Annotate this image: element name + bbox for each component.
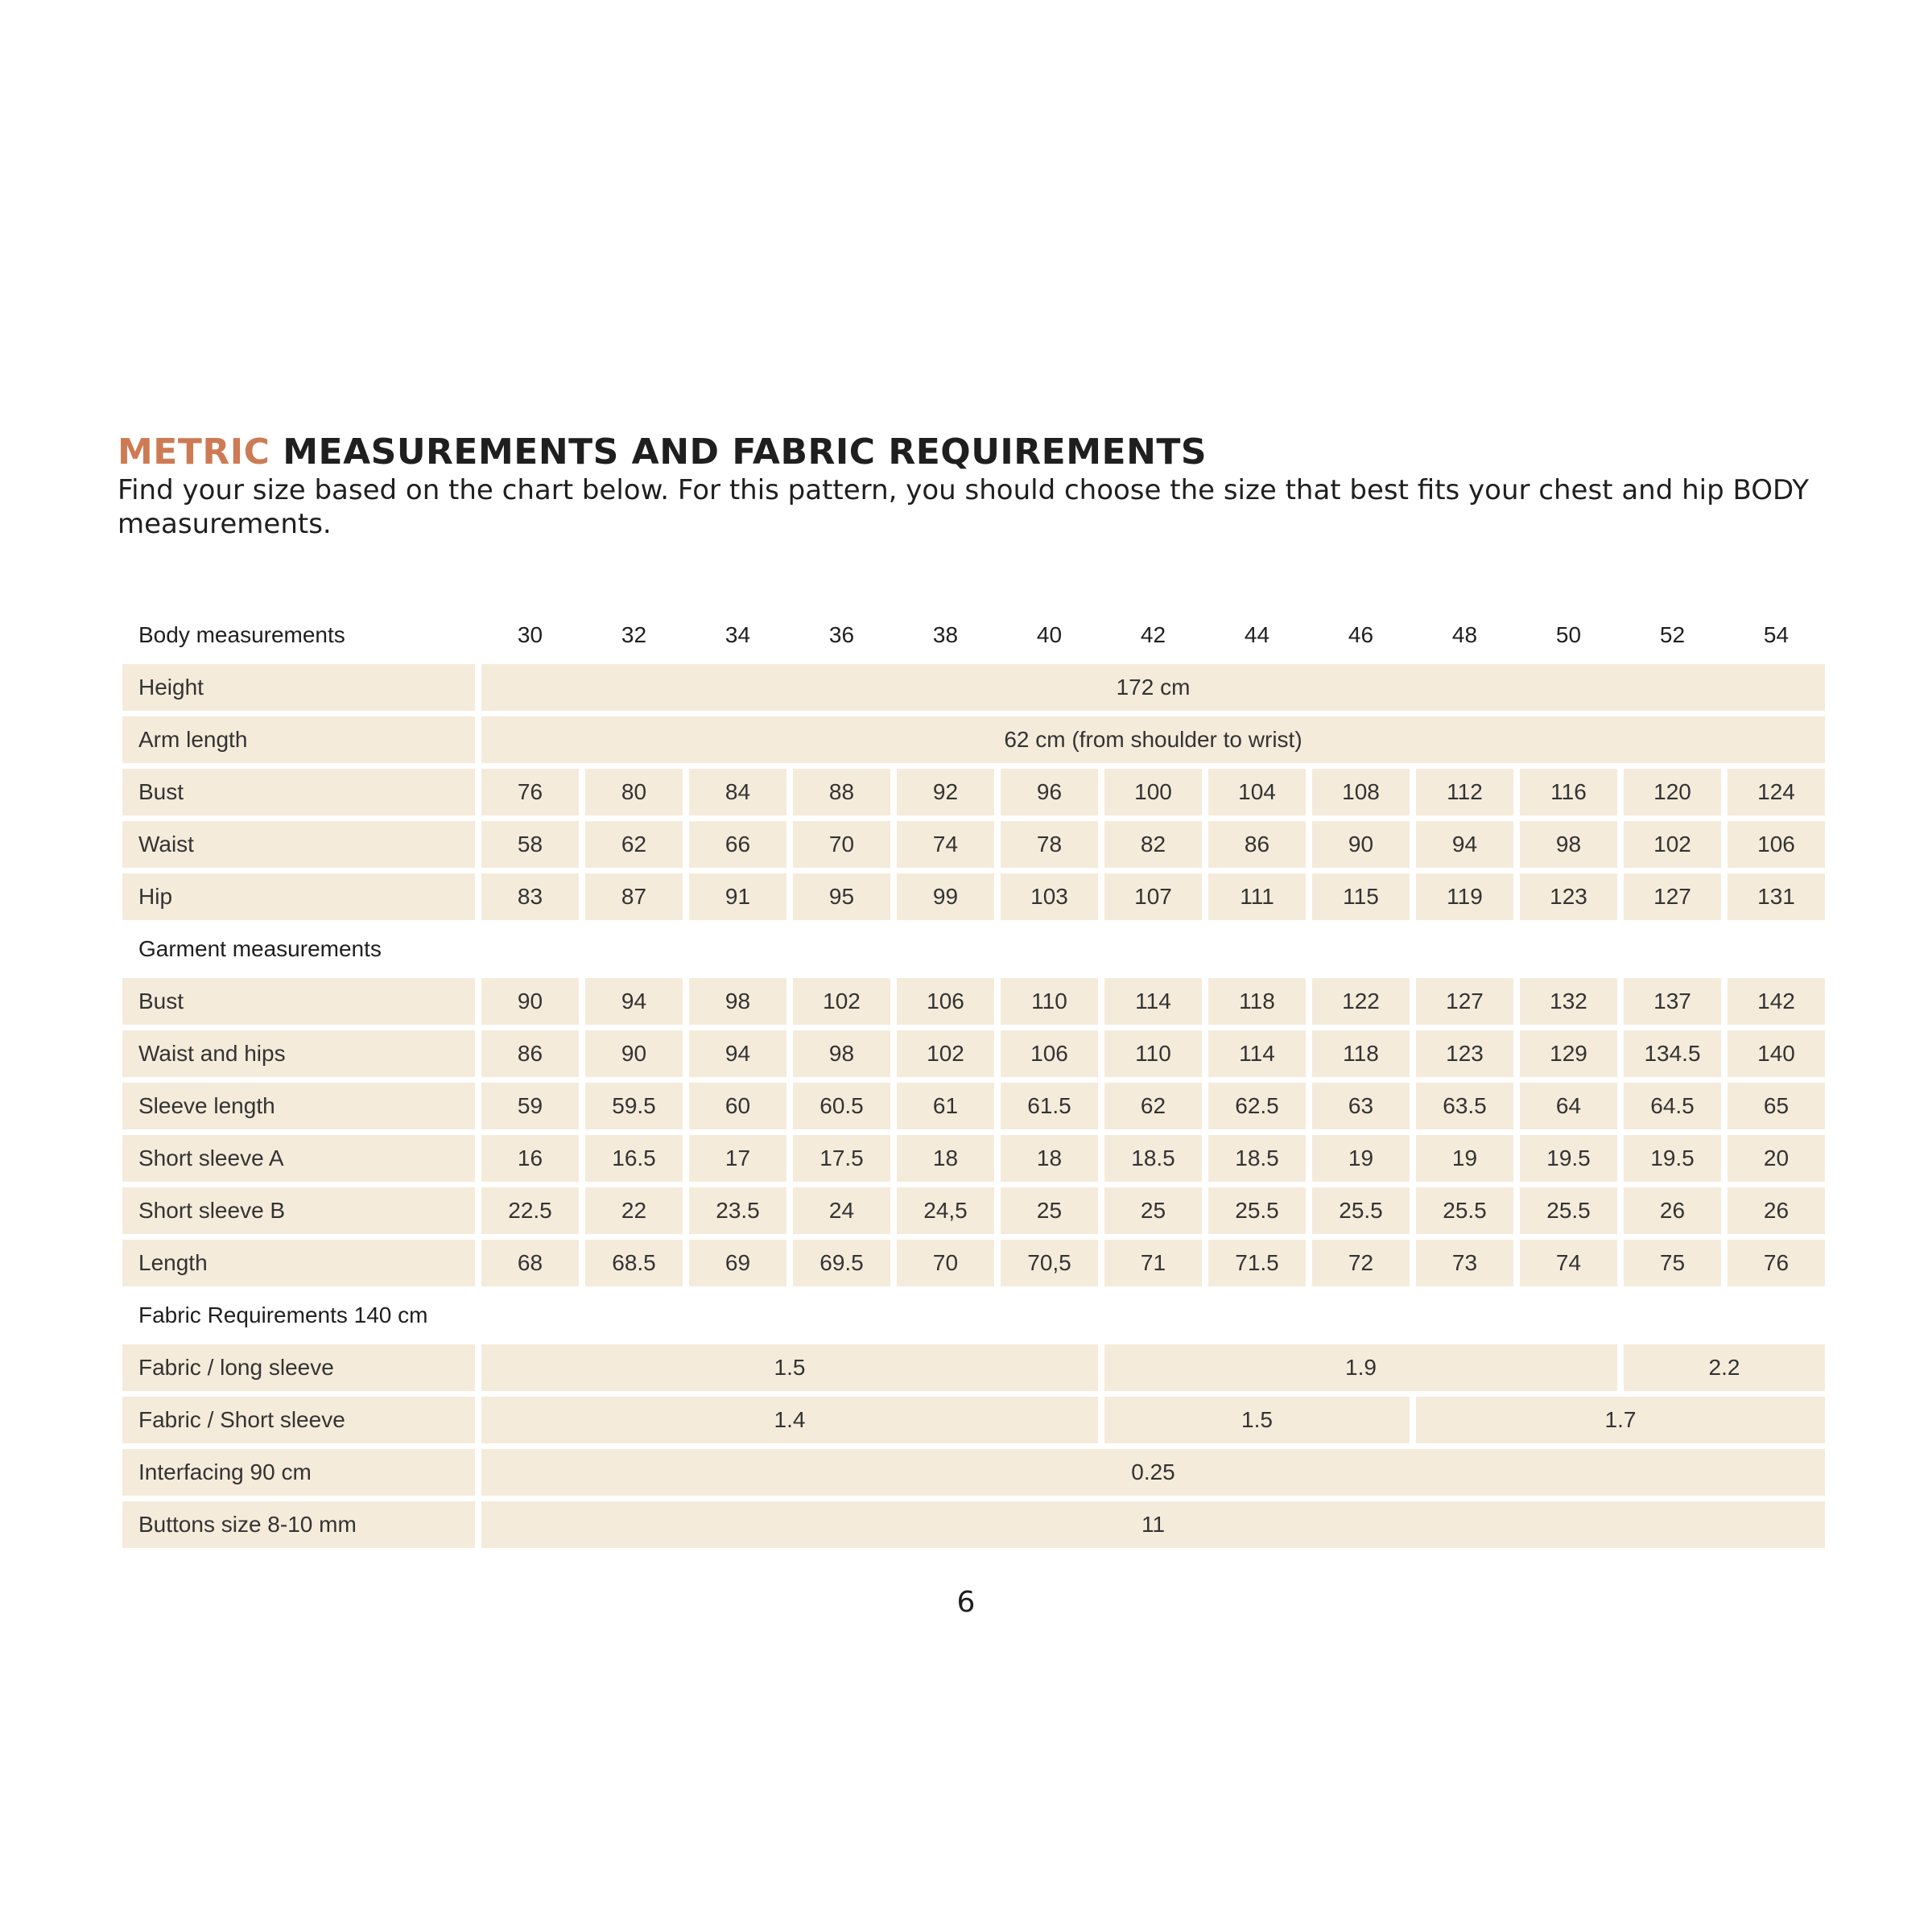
body-waist-cell: 106 bbox=[1728, 821, 1825, 868]
body-hip-cell: 99 bbox=[897, 873, 994, 920]
body-hip-cell: 83 bbox=[481, 873, 579, 920]
short-sleeve-a-cell: 19.5 bbox=[1624, 1135, 1721, 1182]
short-sleeve-a-cell: 19.5 bbox=[1520, 1135, 1617, 1182]
short-sleeve-b-cell: 22.5 bbox=[481, 1187, 579, 1234]
short-sleeve-b-cell: 25 bbox=[1001, 1187, 1098, 1234]
fabric-short-sleeve-value: 1.7 bbox=[1416, 1397, 1825, 1443]
title-rest: MEASUREMENTS AND FABRIC REQUIREMENTS bbox=[283, 431, 1208, 473]
body-waist-cell: 90 bbox=[1312, 821, 1410, 868]
size-header: 38 bbox=[932, 622, 959, 647]
size-header: 32 bbox=[621, 622, 647, 647]
waist-and-hips-cell: 134.5 bbox=[1624, 1030, 1721, 1077]
body-hip-cell: 95 bbox=[793, 873, 890, 920]
body-hip-cell: 87 bbox=[585, 873, 683, 920]
short-sleeve-a-cell: 18 bbox=[1001, 1135, 1098, 1182]
short-sleeve-a-cell: 20 bbox=[1728, 1135, 1825, 1182]
short-sleeve-b-cell: 25.5 bbox=[1520, 1187, 1617, 1234]
body-bust-cell: 80 bbox=[585, 769, 683, 815]
garment-measurements-header: Garment measurements bbox=[138, 936, 382, 961]
body-bust-cell: 88 bbox=[793, 769, 890, 815]
short-sleeve-a-cell: 17 bbox=[689, 1135, 786, 1182]
row-label-length: Length bbox=[122, 1240, 475, 1286]
garment-bust-cell: 98 bbox=[689, 978, 786, 1025]
body-waist-cell: 78 bbox=[1001, 821, 1098, 868]
length-cell: 72 bbox=[1312, 1240, 1410, 1286]
length-cell: 75 bbox=[1624, 1240, 1721, 1286]
length-cell: 68.5 bbox=[585, 1240, 683, 1286]
size-header: 30 bbox=[517, 622, 543, 647]
sleeve-length-cell: 60.5 bbox=[793, 1083, 890, 1129]
body-waist-cell: 102 bbox=[1624, 821, 1721, 868]
size-header: 46 bbox=[1348, 622, 1374, 647]
body-waist-cell: 58 bbox=[481, 821, 579, 868]
length-cell: 71 bbox=[1104, 1240, 1202, 1286]
length-cell: 73 bbox=[1416, 1240, 1513, 1286]
body-waist-cell: 70 bbox=[793, 821, 890, 868]
fabric-long-sleeve-value: 1.5 bbox=[481, 1344, 1098, 1391]
fabric-long-sleeve-value: 1.9 bbox=[1104, 1344, 1617, 1391]
body-bust-cell: 92 bbox=[897, 769, 994, 815]
length-cell: 69.5 bbox=[793, 1240, 890, 1286]
sleeve-length-cell: 61 bbox=[897, 1083, 994, 1129]
body-bust-cell: 100 bbox=[1104, 769, 1202, 815]
waist-and-hips-cell: 106 bbox=[1001, 1030, 1098, 1077]
buttons-value: 11 bbox=[481, 1501, 1825, 1548]
body-hip-cell: 91 bbox=[689, 873, 786, 920]
sleeve-length-cell: 61.5 bbox=[1001, 1083, 1098, 1129]
body-hip-cell: 123 bbox=[1520, 873, 1617, 920]
garment-bust-cell: 106 bbox=[897, 978, 994, 1025]
sleeve-length-cell: 59.5 bbox=[585, 1083, 683, 1129]
size-header: 44 bbox=[1244, 622, 1270, 647]
row-label-short-sleeve-a: Short sleeve A bbox=[122, 1135, 475, 1182]
size-header: 36 bbox=[828, 622, 855, 647]
length-cell: 70,5 bbox=[1001, 1240, 1098, 1286]
waist-and-hips-cell: 94 bbox=[689, 1030, 786, 1077]
size-header: 48 bbox=[1451, 622, 1478, 647]
garment-bust-cell: 110 bbox=[1001, 978, 1098, 1025]
body-waist-cell: 66 bbox=[689, 821, 786, 868]
row-label-body-hip: Hip bbox=[122, 873, 475, 920]
short-sleeve-b-cell: 25.5 bbox=[1312, 1187, 1410, 1234]
row-label-interfacing: Interfacing 90 cm bbox=[122, 1449, 475, 1496]
body-bust-cell: 108 bbox=[1312, 769, 1410, 815]
short-sleeve-a-cell: 16.5 bbox=[585, 1135, 683, 1182]
intro-text: Find your size based on the chart below. For this pattern, you should choose the size that best fits your chest and hip BODY measurements. bbox=[118, 474, 1810, 540]
short-sleeve-a-cell: 19 bbox=[1312, 1135, 1410, 1182]
arm-length-value: 62 cm (from shoulder to wrist) bbox=[481, 716, 1825, 763]
waist-and-hips-cell: 98 bbox=[793, 1030, 890, 1077]
length-cell: 70 bbox=[897, 1240, 994, 1286]
waist-and-hips-cell: 140 bbox=[1728, 1030, 1825, 1077]
body-hip-cell: 111 bbox=[1208, 873, 1306, 920]
body-hip-cell: 119 bbox=[1416, 873, 1513, 920]
row-label-arm-length: Arm length bbox=[122, 716, 475, 763]
short-sleeve-b-cell: 22 bbox=[585, 1187, 683, 1234]
page-title bbox=[118, 431, 1207, 473]
short-sleeve-a-cell: 18 bbox=[897, 1135, 994, 1182]
title-accent: METRIC bbox=[118, 431, 270, 473]
garment-bust-cell: 132 bbox=[1520, 978, 1617, 1025]
length-cell: 76 bbox=[1728, 1240, 1825, 1286]
length-cell: 69 bbox=[689, 1240, 786, 1286]
size-chart-table bbox=[122, 612, 1825, 1548]
fabric-short-sleeve-value: 1.4 bbox=[481, 1397, 1098, 1443]
row-label-sleeve-length: Sleeve length bbox=[122, 1083, 475, 1129]
waist-and-hips-cell: 123 bbox=[1416, 1030, 1513, 1077]
height-value: 172 cm bbox=[481, 664, 1825, 711]
body-waist-cell: 98 bbox=[1520, 821, 1617, 868]
waist-and-hips-cell: 118 bbox=[1312, 1030, 1410, 1077]
size-header: 40 bbox=[1036, 622, 1063, 647]
body-bust-cell: 112 bbox=[1416, 769, 1513, 815]
garment-bust-cell: 142 bbox=[1728, 978, 1825, 1025]
garment-bust-cell: 118 bbox=[1208, 978, 1306, 1025]
size-header: 54 bbox=[1763, 622, 1790, 647]
short-sleeve-b-cell: 26 bbox=[1728, 1187, 1825, 1234]
short-sleeve-b-cell: 24 bbox=[793, 1187, 890, 1234]
body-bust-cell: 76 bbox=[481, 769, 579, 815]
garment-bust-cell: 94 bbox=[585, 978, 683, 1025]
row-label-buttons: Buttons size 8-10 mm bbox=[122, 1501, 475, 1548]
body-bust-cell: 84 bbox=[689, 769, 786, 815]
row-label-garment-bust: Bust bbox=[122, 978, 475, 1025]
length-cell: 71.5 bbox=[1208, 1240, 1306, 1286]
row-label-short-sleeve-b: Short sleeve B bbox=[122, 1187, 475, 1234]
body-bust-cell: 96 bbox=[1001, 769, 1098, 815]
sleeve-length-cell: 62.5 bbox=[1208, 1083, 1306, 1129]
waist-and-hips-cell: 129 bbox=[1520, 1030, 1617, 1077]
waist-and-hips-cell: 102 bbox=[897, 1030, 994, 1077]
short-sleeve-a-cell: 19 bbox=[1416, 1135, 1513, 1182]
garment-bust-cell: 127 bbox=[1416, 978, 1513, 1025]
body-bust-cell: 124 bbox=[1728, 769, 1825, 815]
size-header: 50 bbox=[1555, 622, 1582, 647]
sleeve-length-cell: 63 bbox=[1312, 1083, 1410, 1129]
short-sleeve-b-cell: 24,5 bbox=[897, 1187, 994, 1234]
garment-bust-cell: 137 bbox=[1624, 978, 1721, 1025]
garment-bust-cell: 122 bbox=[1312, 978, 1410, 1025]
short-sleeve-a-cell: 18.5 bbox=[1208, 1135, 1306, 1182]
page-number: 6 bbox=[956, 1586, 976, 1619]
short-sleeve-a-cell: 17.5 bbox=[793, 1135, 890, 1182]
length-cell: 68 bbox=[481, 1240, 579, 1286]
waist-and-hips-cell: 114 bbox=[1208, 1030, 1306, 1077]
row-label-height: Height bbox=[122, 664, 475, 711]
body-hip-cell: 103 bbox=[1001, 873, 1098, 920]
sleeve-length-cell: 60 bbox=[689, 1083, 786, 1129]
sleeve-length-cell: 64 bbox=[1520, 1083, 1617, 1129]
short-sleeve-b-cell: 25.5 bbox=[1416, 1187, 1513, 1234]
body-measurements-header: Body measurements bbox=[138, 622, 345, 647]
interfacing-value: 0.25 bbox=[481, 1449, 1825, 1496]
body-waist-cell: 74 bbox=[897, 821, 994, 868]
sleeve-length-cell: 59 bbox=[481, 1083, 579, 1129]
row-label-waist-and-hips: Waist and hips bbox=[122, 1030, 475, 1077]
size-header: 34 bbox=[724, 622, 751, 647]
row-label-fabric-short-sleeve: Fabric / Short sleeve bbox=[122, 1397, 475, 1443]
waist-and-hips-cell: 110 bbox=[1104, 1030, 1202, 1077]
waist-and-hips-cell: 86 bbox=[481, 1030, 579, 1077]
size-header: 42 bbox=[1140, 622, 1166, 647]
body-waist-cell: 94 bbox=[1416, 821, 1513, 868]
garment-bust-cell: 102 bbox=[793, 978, 890, 1025]
waist-and-hips-cell: 90 bbox=[585, 1030, 683, 1077]
body-hip-cell: 131 bbox=[1728, 873, 1825, 920]
row-label-body-waist: Waist bbox=[122, 821, 475, 868]
length-cell: 74 bbox=[1520, 1240, 1617, 1286]
body-bust-cell: 116 bbox=[1520, 769, 1617, 815]
sleeve-length-cell: 63.5 bbox=[1416, 1083, 1513, 1129]
row-label-body-bust: Bust bbox=[122, 769, 475, 815]
body-hip-cell: 127 bbox=[1624, 873, 1721, 920]
short-sleeve-a-cell: 18.5 bbox=[1104, 1135, 1202, 1182]
body-waist-cell: 82 bbox=[1104, 821, 1202, 868]
body-bust-cell: 104 bbox=[1208, 769, 1306, 815]
body-waist-cell: 86 bbox=[1208, 821, 1306, 868]
fabric-long-sleeve-value: 2.2 bbox=[1624, 1344, 1825, 1391]
short-sleeve-b-cell: 25 bbox=[1104, 1187, 1202, 1234]
sleeve-length-cell: 62 bbox=[1104, 1083, 1202, 1129]
fabric-short-sleeve-value: 1.5 bbox=[1104, 1397, 1410, 1443]
body-hip-cell: 115 bbox=[1312, 873, 1410, 920]
short-sleeve-b-cell: 23.5 bbox=[689, 1187, 786, 1234]
body-waist-cell: 62 bbox=[585, 821, 683, 868]
body-hip-cell: 107 bbox=[1104, 873, 1202, 920]
garment-bust-cell: 114 bbox=[1104, 978, 1202, 1025]
row-label-fabric-long-sleeve: Fabric / long sleeve bbox=[122, 1344, 475, 1391]
short-sleeve-b-cell: 26 bbox=[1624, 1187, 1721, 1234]
sleeve-length-cell: 64.5 bbox=[1624, 1083, 1721, 1129]
sleeve-length-cell: 65 bbox=[1728, 1083, 1825, 1129]
short-sleeve-a-cell: 16 bbox=[481, 1135, 579, 1182]
body-bust-cell: 120 bbox=[1624, 769, 1721, 815]
garment-bust-cell: 90 bbox=[481, 978, 579, 1025]
fabric-requirements-header: Fabric Requirements 140 cm bbox=[138, 1302, 428, 1327]
short-sleeve-b-cell: 25.5 bbox=[1208, 1187, 1306, 1234]
size-header: 52 bbox=[1659, 622, 1686, 647]
